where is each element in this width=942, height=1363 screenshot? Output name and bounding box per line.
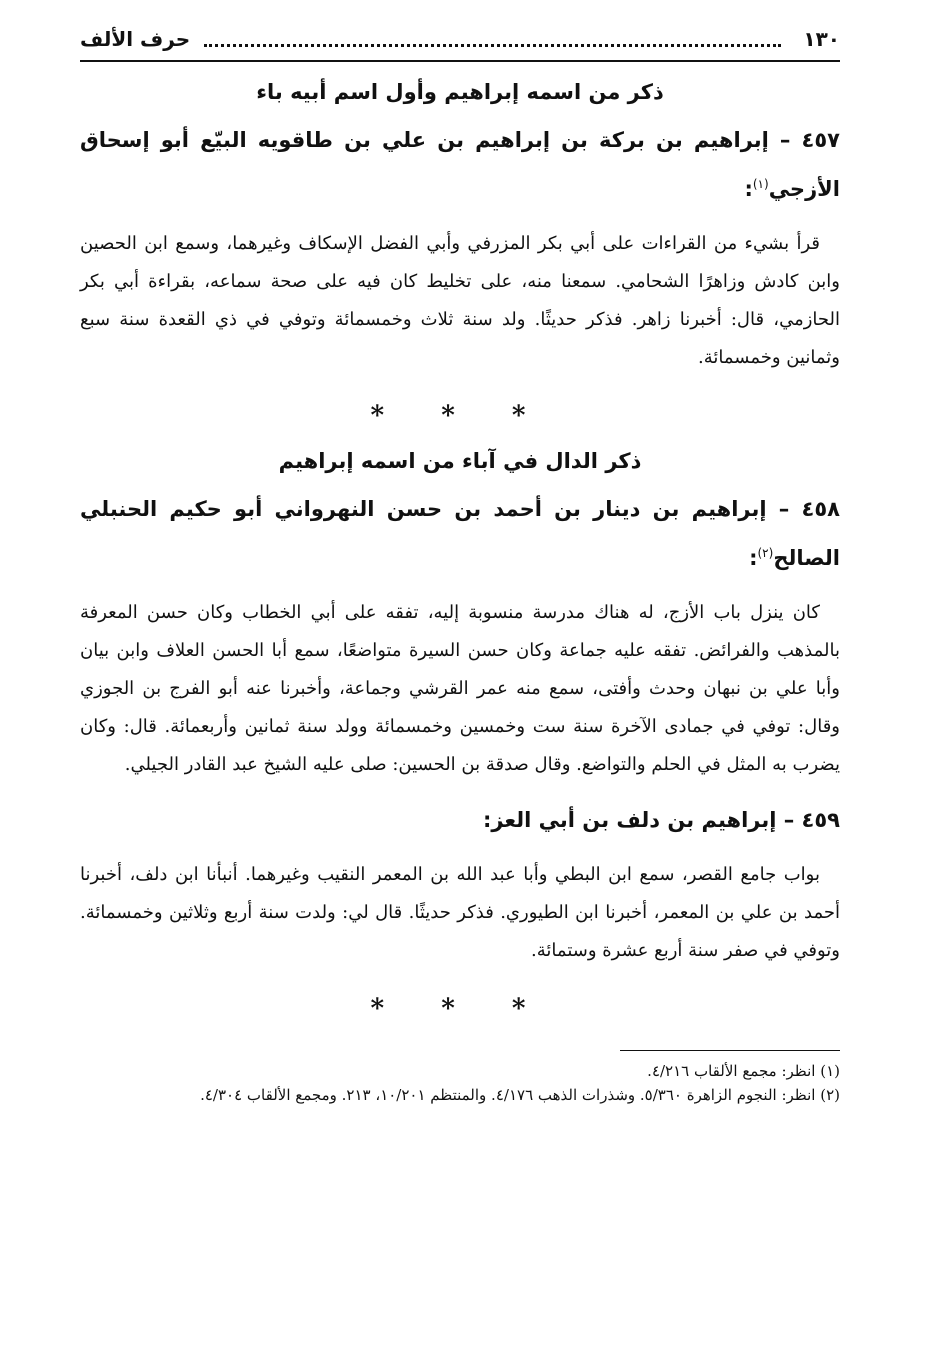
- footnote-1: (١) انظر: مجمع الألقاب ٤/٢١٦.: [647, 1062, 840, 1080]
- entry-heading-458: [80, 487, 840, 580]
- page-number: ١٣٠: [803, 27, 840, 51]
- entry-heading-text: ٤٥٨ – إبراهيم بن دينار بن أحمد بن حسن النهرواني أبو حكيم الحنبلي الصالح: [80, 497, 840, 570]
- footnote-ref: (٢): [757, 546, 774, 560]
- entry-body-459: بواب جامع القصر، سمع ابن البطي وأبا عبد الله بن المعمر النقيب وغيرهما. أنبأنا ابن دلف، أخبرنا أحمد بن علي بن المعمر، أخبرنا ابن الطيوري. فذكر حديثًا. قال لي: ولدت سنة أربع وثلاثين وخمسمائة. وتوفي في صفر سنة أربع عشرة وستمائة.: [80, 864, 840, 961]
- entry-heading-459: ٤٥٩ – إبراهيم بن دلف بن أبي العز:: [482, 808, 840, 832]
- running-header: [80, 20, 840, 62]
- entry-heading-457: [80, 118, 840, 211]
- heading-colon: :: [744, 177, 753, 201]
- entry-heading-text: ٤٥٧ – إبراهيم بن بركة بن إبراهيم بن علي بن طاقويه البيّع أبو إسحاق الأزجي: [80, 128, 840, 201]
- section-separator-1: * * *: [370, 401, 550, 431]
- book-page: [80, 20, 840, 1107]
- header-dotted-leader: [204, 32, 781, 47]
- footnote-2: (٢) انظر: النجوم الزاهرة ٥/٣٦٠. وشذرات الذهب ٤/١٧٦. والمنتظم ١٠/٢٠١، ٢١٣. ومجمع الألقاب ٤/٣٠٤.: [200, 1086, 840, 1104]
- section-title-1: ذكر من اسمه إبراهيم وأول اسم أبيه باء: [256, 80, 664, 104]
- footnote-ref: (١): [752, 177, 769, 191]
- section-separator-2: * * *: [370, 994, 550, 1024]
- running-title: حرف الألف: [80, 27, 191, 51]
- footnote-divider: [620, 1050, 840, 1051]
- entry-body-457: قرأ بشيء من القراءات على أبي بكر المزرفي وأبي الفضل الإسكاف وغيرهما، وسمع ابن الحصين وابن كادش وزاهرًا الشحامي. سمعنا منه، على تخليط كان فيه على صحة سماعه، بقراءة أبي بكر الحازمي، قال: أخبرنا زاهر. فذكر حديثًا. ولد سنة ثلاث وخمسمائة وتوفي في ذي القعدة سنة سبع وثمانين وخمسمائة.: [80, 233, 840, 368]
- heading-colon: :: [749, 546, 758, 570]
- entry-body-458: كان ينزل باب الأزج، له هناك مدرسة منسوبة إليه، تفقه على أبي الخطاب وكان حسن المعرفة بالمذهب والفرائض. تفقه عليه جماعة وكان حسن السيرة متواضعًا، سمع أبا الحسن العلاف وابن بيان وأبا علي بن نبهان وحدث وأفتى، سمع منه عمر القرشي وجماعة، وأخبرنا عنه أبو الفرج بن الجوزي وقال: توفي في جمادى الآخرة سنة ست وخمسين وخمسمائة وولد سنة ثمانين وأربعمائة. قال: وكان يضرب به المثل في الحلم والتواضع. وقال صدقة بن الحسين: صلى عليه الشيخ عبد القادر الجيلي.: [80, 602, 840, 775]
- section-title-2: ذكر الدال في آباء من اسمه إبراهيم: [278, 449, 642, 473]
